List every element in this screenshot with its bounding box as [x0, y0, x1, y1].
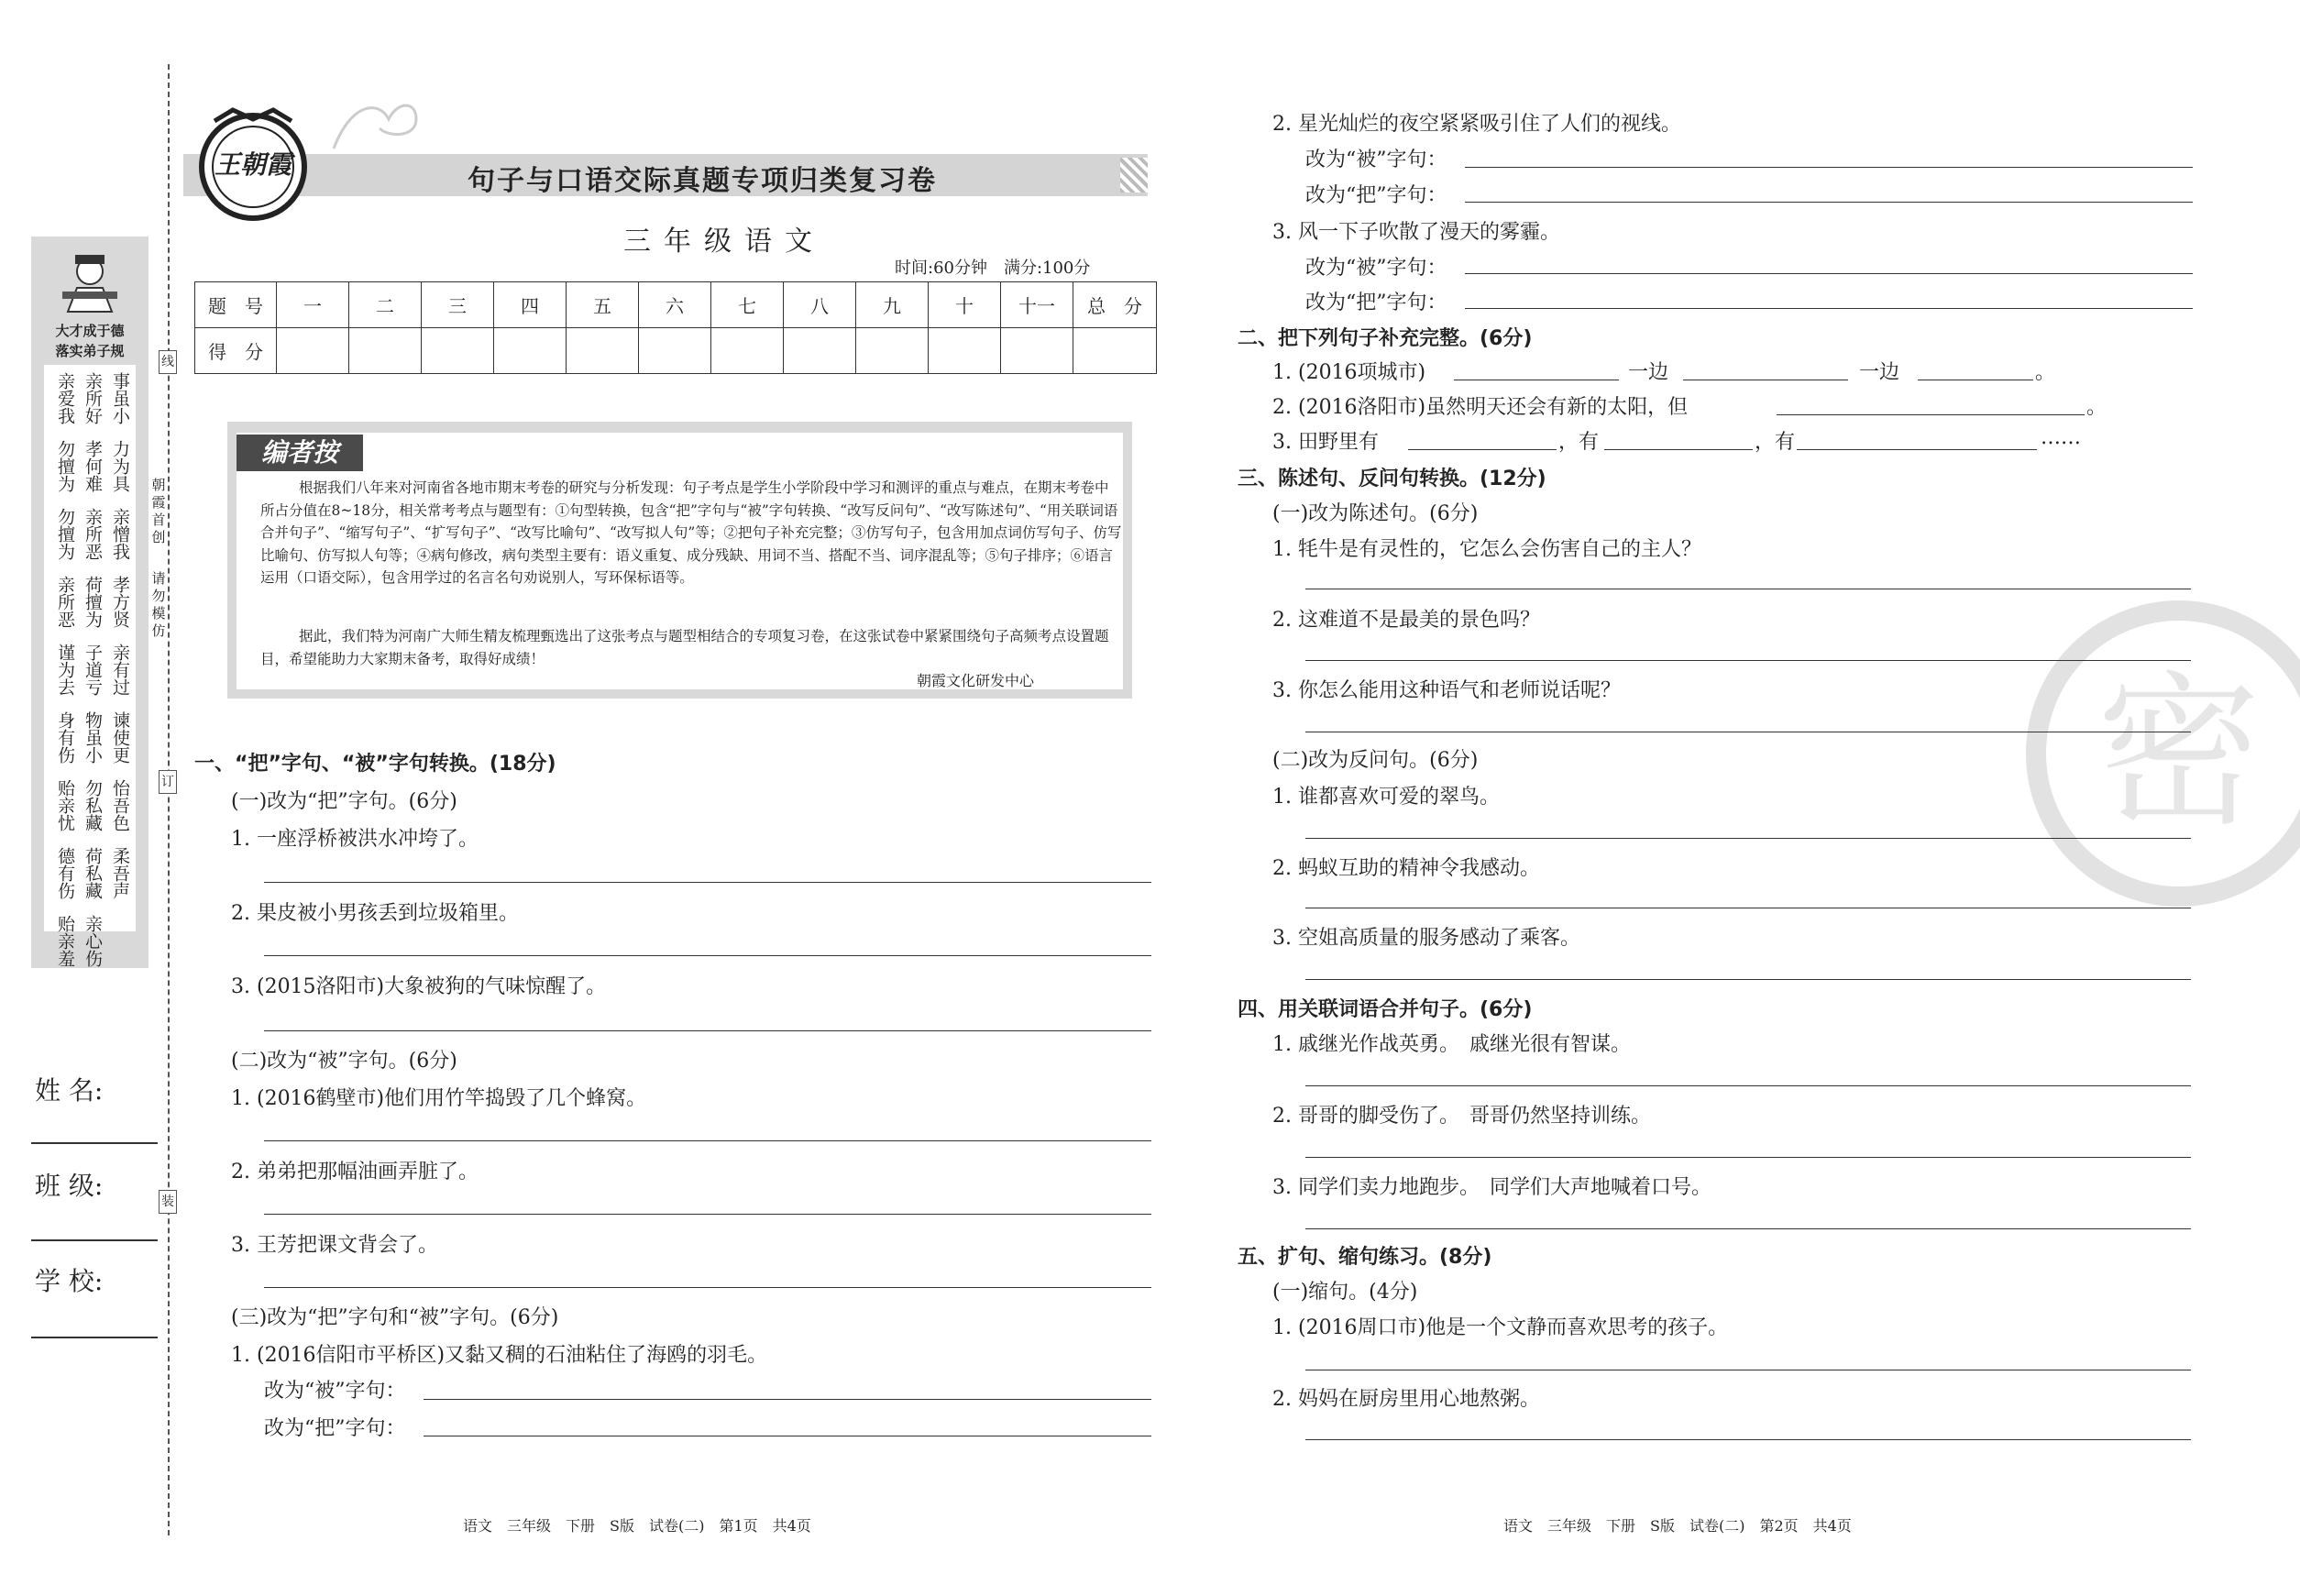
- answer-line[interactable]: [1305, 979, 2191, 980]
- score-cell[interactable]: [1073, 328, 1157, 374]
- score-table-header-cell: 六: [639, 282, 711, 328]
- score-table-header-cell: 七: [711, 282, 784, 328]
- dizigui-verse-column: 亲有过: [110, 644, 130, 696]
- motto-top: 大才成于德: [55, 323, 125, 339]
- score-cell[interactable]: [277, 328, 349, 374]
- section-4-q2: 2. 哥哥的脚受伤了。 哥哥仍然坚持训练。: [1272, 1105, 1651, 1128]
- name-label: 姓 名:: [35, 1075, 104, 1106]
- dizigui-verse-column: 身有伤: [55, 711, 75, 764]
- subject-heading: 三年级语文: [623, 226, 825, 258]
- dizigui-verse-column: 荷私藏: [83, 847, 103, 899]
- ribbon-decoration: [325, 92, 425, 156]
- bei-label: 改为“被”字句：: [264, 1380, 406, 1403]
- school-label: 学 校:: [35, 1266, 104, 1296]
- question-3-1: 1. (2016信阳市平桥区)又黏又稠的石油粘住了海鸥的羽毛。: [231, 1344, 768, 1367]
- section-2-q1-prefix: 1. (2016项城市): [1272, 361, 1426, 384]
- section-4-q3: 3. 同学们卖力地跑步。 同学们大声地喊着口号。: [1272, 1176, 1711, 1199]
- section-3-q1: 1. 牦牛是有灵性的，它怎么会伤害自己的主人？: [1272, 538, 1701, 561]
- question-1-2: 2. 果皮被小男孩丢到垃圾箱里。: [231, 902, 519, 925]
- side-note-no-copy: 请勿模仿: [151, 570, 166, 639]
- scholar-figure-icon: [59, 251, 121, 315]
- score-cell[interactable]: [639, 328, 711, 374]
- seal-char-ding: 订: [159, 770, 177, 794]
- question-3-2: 2. 星光灿烂的夜空紧紧吸引住了人们的视线。: [1272, 113, 1681, 136]
- section-2-q2-prefix: 2. (2016洛阳市)虽然明天还会有新的太阳，但: [1272, 396, 1689, 419]
- answer-line[interactable]: [1305, 1085, 2191, 1086]
- banner-pattern: [1120, 158, 1148, 193]
- score-table-label: 题 号: [195, 282, 277, 328]
- class-label: 班 级:: [35, 1171, 104, 1201]
- binding-dash-line: [168, 64, 170, 1535]
- question-2-2: 2. 弟弟把那幅油画弄脏了。: [231, 1161, 479, 1183]
- section-5-heading: 五、扩句、缩句练习。(8分): [1238, 1246, 1492, 1269]
- answer-line[interactable]: [1305, 660, 2191, 661]
- section-2-heading: 二、把下列句子补充完整。(6分): [1238, 327, 1533, 350]
- blank-field[interactable]: [1777, 414, 2085, 415]
- question-2-1: 1. (2016鹤壁市)他们用竹竿捣毁了几个蜂窝。: [231, 1087, 647, 1110]
- logo-wordmark: 王朝霞: [214, 149, 292, 180]
- section-1-sub-3: (三)改为“把”字句和“被”字句。(6分): [231, 1306, 559, 1329]
- answer-line[interactable]: [1465, 167, 2193, 168]
- question-2-3: 3. 王芳把课文背会了。: [231, 1234, 438, 1257]
- section-2-q1-yibian-2: 一边: [1859, 361, 1900, 384]
- answer-line[interactable]: [1465, 202, 2193, 203]
- section-1-sub-1: (一)改为“把”字句。(6分): [231, 790, 457, 813]
- dizigui-verse-column: 亲所恶: [55, 576, 75, 628]
- answer-line[interactable]: [264, 1214, 1151, 1215]
- score-cell[interactable]: [929, 328, 1001, 374]
- section-3-q3: 3. 你怎么能用这种语气和老师说话呢？: [1272, 679, 1621, 702]
- score-cell[interactable]: [1001, 328, 1073, 374]
- section-2-q2-end: 。: [2086, 396, 2107, 419]
- section-1-heading: 一、“把”字句、“被”字句转换。(18分): [194, 753, 556, 776]
- dizigui-verse-column: 怡吾色: [110, 779, 130, 831]
- score-table-header-cell: 一: [277, 282, 349, 328]
- confidential-watermark: 密: [2026, 600, 2300, 907]
- question-1-1: 1. 一座浮桥被洪水冲垮了。: [231, 828, 479, 851]
- score-cell[interactable]: [567, 328, 639, 374]
- ba-label: 改为“把”字句：: [1305, 292, 1447, 314]
- score-cell[interactable]: [784, 328, 856, 374]
- section-2-q3-you-2: ，有: [1755, 431, 1796, 454]
- question-1-3: 3. (2015洛阳市)大象被狗的气味惊醒了。: [231, 975, 607, 998]
- answer-line[interactable]: [1305, 1228, 2191, 1229]
- dizigui-verse-column: 贻亲羞: [55, 915, 75, 967]
- school-field[interactable]: [31, 1337, 158, 1338]
- class-field[interactable]: [31, 1239, 158, 1241]
- section-2-q3-ellipsis: ……: [2041, 426, 2081, 449]
- dizigui-verse-column: 荷擅为: [83, 576, 103, 628]
- answer-line[interactable]: [1465, 308, 2193, 309]
- editor-note-title: 编者按: [237, 435, 363, 471]
- section-3-q4: 1. 谁都喜欢可爱的翠鸟。: [1272, 786, 1500, 809]
- score-table-header-cell: 十: [929, 282, 1001, 328]
- dizigui-verse-column: 贻亲忧: [55, 779, 75, 831]
- dizigui-verse-column: 亲憎我: [110, 508, 130, 560]
- dizigui-verse-column: 亲所好: [83, 372, 103, 424]
- answer-line[interactable]: [1465, 273, 2193, 274]
- dizigui-verse-column: 勿擅为: [55, 440, 75, 492]
- score-table-header-cell: 八: [784, 282, 856, 328]
- section-5-q1: 1. (2016周口市)他是一个文静而喜欢思考的孩子。: [1272, 1316, 1729, 1339]
- answer-line[interactable]: [1305, 1157, 2191, 1158]
- section-2-q1-end: 。: [2035, 361, 2056, 384]
- dizigui-verse-column: 亲爱我: [55, 372, 75, 424]
- score-table-header-cell: 五: [567, 282, 639, 328]
- section-2-q1-yibian-1: 一边: [1628, 361, 1669, 384]
- score-table-header-cell: 总 分: [1073, 282, 1157, 328]
- score-cell[interactable]: [349, 328, 422, 374]
- dizigui-verse-column: 柔吾声: [110, 847, 130, 899]
- name-field[interactable]: [31, 1142, 158, 1144]
- blank-field[interactable]: [1797, 449, 2037, 450]
- section-4-heading: 四、用关联词语合并句子。(6分): [1238, 998, 1533, 1021]
- answer-line[interactable]: [264, 1287, 1151, 1288]
- score-table: [194, 281, 1157, 374]
- dizigui-verse-column: 谨为去: [55, 644, 75, 696]
- dizigui-verse-column: 亲所恶: [83, 508, 103, 560]
- ba-label: 改为“把”字句：: [264, 1417, 406, 1440]
- blank-field[interactable]: [1408, 449, 1557, 450]
- dizigui-verse-column: 孝何难: [83, 440, 103, 492]
- section-3-q6: 3. 空姐高质量的服务感动了乘客。: [1272, 927, 1580, 950]
- dizigui-verse-column: 亲心伤: [83, 915, 103, 967]
- answer-line[interactable]: [264, 1140, 1151, 1141]
- time-score-info: 时间:60分钟 满分:100分: [895, 259, 1091, 278]
- section-3-q5: 2. 蚂蚁互助的精神令我感动。: [1272, 857, 1540, 880]
- answer-line[interactable]: [1305, 838, 2191, 839]
- score-header-row: [195, 282, 1157, 328]
- seal-char-zhuang: 装: [159, 1190, 177, 1214]
- editor-note-para-1: 根据我们八年来对河南省各地市期末考卷的研究与分析发现：句子考点是学生小学阶段中学习和测评的重点与难点，在期末考卷中所占分值在8~18分，相关常考考点与题型有：①句型转换，包含“把”字句与“被”字句转换、“改写反问句”、“改写陈述句”、“用关联词语合并句子”、“缩写句子”、“扩写句子”、“改写比喻句”、“改写拟人句”等；②把句子补充完整；③仿写句子，包含用加点词仿写句子、仿写比喻句、仿写拟人句等；④病句修改，病句类型主要有：语义重复、成分残缺、用词不当、搭配不当、词序混乱等；⑤句子排序；⑥语言运用（口语交际），包含用学过的名言名句劝说别人，写环保标语等。: [260, 479, 1122, 586]
- score-cell[interactable]: [711, 328, 784, 374]
- score-table-header-cell: 三: [422, 282, 494, 328]
- seal-char-xian: 线: [159, 350, 177, 374]
- score-table-header-cell: 九: [856, 282, 929, 328]
- bei-label: 改为“被”字句：: [1305, 149, 1447, 171]
- motto-strip: [31, 237, 149, 968]
- page-title: 句子与口语交际真题专项归类复习卷: [468, 165, 937, 197]
- section-2-q3-you-1: ，有: [1558, 431, 1600, 454]
- section-2-q3-prefix: 3. 田野里有: [1272, 431, 1379, 454]
- answer-line[interactable]: [424, 1399, 1151, 1400]
- dizigui-verse-column: 勿擅为: [55, 508, 75, 560]
- score-table-header-cell: 二: [349, 282, 422, 328]
- ba-label: 改为“把”字句：: [1305, 184, 1447, 207]
- section-4-q1: 1. 戚继光作战英勇。 戚继光很有智谋。: [1272, 1033, 1631, 1056]
- answer-line[interactable]: [264, 955, 1151, 956]
- editor-note-para-2: 据此，我们特为河南广大师生精友梳理甄选出了这张考点与题型相结合的专项复习卷，在这张试卷中紧紧围绕句子高频考点设置题目，希望能助力大家期末备考，取得好成绩！: [260, 628, 1109, 667]
- bei-label: 改为“被”字句：: [1305, 257, 1447, 280]
- section-5-q2: 2. 妈妈在厨房里用心地熬粥。: [1272, 1388, 1540, 1411]
- answer-line[interactable]: [264, 882, 1151, 883]
- score-value-row: [195, 328, 1157, 374]
- dizigui-verse-column: 德有伤: [55, 847, 75, 899]
- dizigui-verse-column: 事虽小: [110, 372, 130, 424]
- section-3-heading: 三、陈述句、反问句转换。(12分): [1238, 468, 1546, 490]
- page-1-footer: 语文 三年级 下册 S版 试卷(二) 第1页 共4页: [463, 1517, 811, 1535]
- dizigui-verse-column: 物虽小: [83, 711, 103, 764]
- dizigui-verse-column: 谏使更: [110, 711, 130, 764]
- motto-bottom: 落实弟子规: [55, 343, 125, 359]
- score-table-header-cell: 四: [494, 282, 567, 328]
- score-cell[interactable]: [494, 328, 567, 374]
- dizigui-verse-column: 力为具: [110, 440, 130, 492]
- dizigui-verse-column: 子道亏: [83, 644, 103, 696]
- score-cell[interactable]: [422, 328, 494, 374]
- dizigui-verses: [44, 365, 136, 967]
- page-2-footer: 语文 三年级 下册 S版 试卷(二) 第2页 共4页: [1503, 1517, 1852, 1535]
- answer-line[interactable]: [1305, 1439, 2191, 1440]
- dizigui-verse-column: 勿私藏: [83, 779, 103, 831]
- side-note-original: 朝霞首创: [151, 477, 166, 545]
- section-3-sub-2: (二)改为反问句。(6分): [1272, 749, 1479, 772]
- section-3-q2: 2. 这难道不是最美的景色吗？: [1272, 609, 1540, 632]
- section-3-sub-1: (一)改为陈述句。(6分): [1272, 502, 1479, 525]
- editor-note-signature: 朝霞文化研发中心: [917, 672, 1035, 689]
- question-3-3: 3. 风一下子吹散了漫天的雾霾。: [1272, 221, 1560, 244]
- dizigui-verse-column: 孝方贤: [110, 576, 130, 628]
- score-cell[interactable]: [856, 328, 929, 374]
- section-1-sub-2: (二)改为“被”字句。(6分): [231, 1050, 457, 1073]
- score-table-header-cell: 十一: [1001, 282, 1073, 328]
- blank-field[interactable]: [1604, 449, 1753, 450]
- section-5-sub-1: (一)缩句。(4分): [1272, 1281, 1418, 1304]
- score-row-label: 得 分: [195, 328, 277, 374]
- answer-line[interactable]: [264, 1030, 1151, 1031]
